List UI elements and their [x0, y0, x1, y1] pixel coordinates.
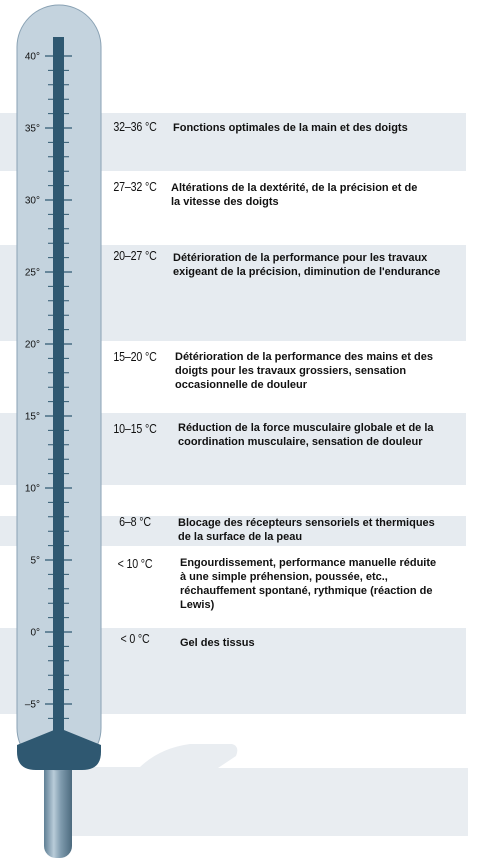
scale-label: 20°: [24, 339, 40, 351]
zone-range: < 10 °C: [117, 556, 153, 571]
scale-label: 30°: [24, 195, 40, 207]
scale-label: –5°: [24, 699, 40, 711]
zone-description: Fonctions optimales de la main et des doigts: [173, 122, 408, 134]
scale-label: 35°: [24, 123, 40, 135]
hand-shape: [60, 744, 468, 836]
zone-range: 32–36 °C: [113, 119, 157, 134]
scale-label: 25°: [24, 267, 40, 279]
zone-range: 15–20 °C: [113, 349, 157, 364]
scale-label: 15°: [24, 411, 40, 423]
zone-description: Altérations de la dextérité, de la précision et de la vitesse des doigts: [171, 182, 418, 208]
zone-range: 6–8 °C: [119, 514, 151, 529]
zone-description: Détérioration de la performance pour les travaux exigeant de la précision, diminution de l'endurance: [173, 252, 441, 278]
zone-range: < 0 °C: [120, 631, 150, 646]
zone-description: Engourdissement, performance manuelle réduite à une simple préhension, poussée, etc., réchauffement spontané, rythmique (réaction de Lewis): [180, 557, 437, 611]
scale-label: 10°: [24, 483, 40, 495]
zone-range: 27–32 °C: [113, 179, 157, 194]
zone-range: 10–15 °C: [113, 421, 157, 436]
zone-range: 20–27 °C: [113, 248, 157, 263]
scale-label: 0°: [30, 627, 40, 639]
scale-label: 5°: [30, 555, 40, 567]
zone-description: Gel des tissus: [180, 637, 255, 649]
zone-description: Blocage des récepteurs sensoriels et thermiques de la surface de la peau: [178, 517, 435, 543]
zone-description: Détérioration de la performance des mains et des doigts pour les travaux grossiers, sensation occasionnelle de douleur: [175, 351, 433, 391]
scale-label: 40°: [24, 51, 40, 63]
zone-description: Réduction de la force musculaire globale et de la coordination musculaire, sensation de douleur: [178, 422, 434, 448]
